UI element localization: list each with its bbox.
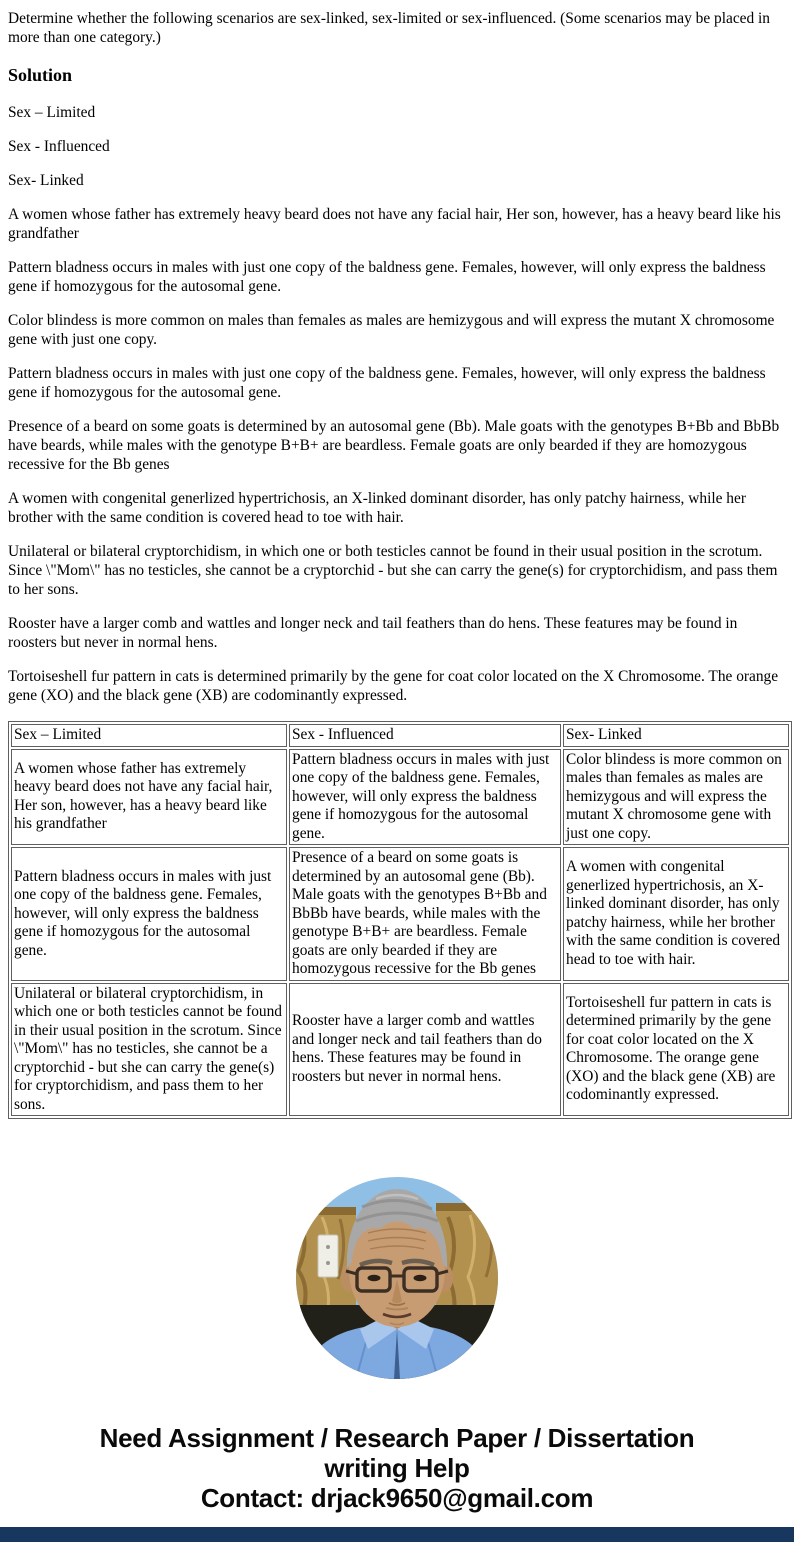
help-banner [8, 1423, 786, 1513]
bottom-accent-bar [0, 1527, 794, 1542]
table-row [11, 983, 789, 1117]
table-header-sex-linked: Sex- Linked [563, 724, 789, 747]
table-cell-linked-hypertrichosis: A women with congenital generlized hypertrichosis, an X-linked dominant disorder, has only patchy hairness, while her brother with the same condition is covered head to toe with hair. [563, 847, 789, 981]
scenario-beard-grandfather: A women whose father has extremely heavy beard does not have any facial hair, Her son, however, has a heavy beard like his grandfather [8, 206, 781, 242]
table-cell-limited-baldness: Pattern bladness occurs in males with just one copy of the baldness gene. Females, however, will only express the baldness gene if homozygous for the autosomal gene. [11, 847, 287, 981]
tutor-avatar [8, 1177, 786, 1379]
table-cell-limited-cryptorchidism: Unilateral or bilateral cryptorchidism, in which one or both testicles cannot be found in their usual position in the scrotum. Since \"Mom\" has no testicles, she cannot be a cryptorchid - but she can carry the gene(s) for cryptorchidism, and pass them to her sons. [11, 983, 287, 1117]
table-cell-linked-colorblind: Color blindess is more common on males than females as males are hemizygous and will express the mutant X chromosome gene with just one copy. [563, 749, 789, 846]
scenario-cryptorchidism: Unilateral or bilateral cryptorchidism, in which one or both testicles cannot be found in their usual position in the scrotum. Since \"Mom\" has no testicles, she cannot be a cryptorchid - but she can carry the gene(s) for cryptorchidism, and pass them to her sons. [8, 543, 778, 598]
table-cell-influenced-rooster: Rooster have a larger comb and wattles and longer neck and tail feathers than do hens. These features may be found in roosters but never in normal hens. [289, 983, 561, 1117]
scenario-pattern-baldness-2: Pattern bladness occurs in males with just one copy of the baldness gene. Females, however, will only express the baldness gene if homozygous for the autosomal gene. [8, 365, 766, 401]
table-cell-limited-beard: A women whose father has extremely heavy beard does not have any facial hair, Her son, however, has a heavy beard like his grandfather [11, 749, 287, 846]
tutor-photo-illustration [296, 1177, 498, 1379]
scenario-tortoiseshell: Tortoiseshell fur pattern in cats is determined primarily by the gene for coat color located on the X Chromosome. The orange gene (XO) and the black gene (XB) are codominantly expressed. [8, 668, 779, 704]
table-row [11, 847, 789, 981]
table-header-row [11, 724, 789, 747]
category-sex-linked: Sex- Linked [8, 172, 84, 189]
category-sex-limited: Sex – Limited [8, 104, 96, 121]
table-cell-linked-tortoiseshell: Tortoiseshell fur pattern in cats is determined primarily by the gene for coat color located on the X Chromosome. The orange gene (XO) and the black gene (XB) are codominantly expressed. [563, 983, 789, 1117]
classification-table [8, 721, 792, 1119]
help-banner-line-1: Need Assignment / Research Paper / Dissertation [99, 1423, 695, 1453]
scenario-goat-beard: Presence of a beard on some goats is determined by an autosomal gene (Bb). Male goats with the genotypes B+Bb and BbBb have beards, while males with the genotype B+B+ are beardless. Female goats are only bearded if they are homozygous recessive for the Bb genes [8, 418, 780, 473]
category-sex-influenced: Sex - Influenced [8, 138, 110, 155]
table-header-sex-influenced: Sex - Influenced [289, 724, 561, 747]
table-cell-influenced-baldness: Pattern bladness occurs in males with just one copy of the baldness gene. Females, however, will only express the baldness gene if homozygous for the autosomal gene. [289, 749, 561, 846]
solution-heading: Solution [8, 65, 73, 85]
table-cell-influenced-goats: Presence of a beard on some goats is determined by an autosomal gene (Bb). Male goats with the genotypes B+Bb and BbBb have beards, while males with the genotype B+B+ are beardless. Female goats are only bearded if they are homozygous recessive for the Bb genes [289, 847, 561, 981]
table-row [11, 749, 789, 846]
contact-email-line: Contact: drjack9650@gmail.com [200, 1483, 594, 1513]
intro-paragraph: Determine whether the following scenarios are sex-linked, sex-limited or sex-influenced. (Some scenarios may be placed in more than one category.) [8, 10, 771, 46]
scenario-color-blindness: Color blindess is more common on males than females as males are hemizygous and will express the mutant X chromosome gene with just one copy. [8, 312, 775, 348]
scenario-rooster: Rooster have a larger comb and wattles and longer neck and tail feathers than do hens. These features may be found in roosters but never in normal hens. [8, 615, 738, 651]
scenario-pattern-baldness-1: Pattern bladness occurs in males with just one copy of the baldness gene. Females, however, will only express the baldness gene if homozygous for the autosomal gene. [8, 259, 766, 295]
help-banner-line-2: writing Help [324, 1453, 470, 1483]
scenario-hypertrichosis: A women with congenital generlized hypertrichosis, an X-linked dominant disorder, has only patchy hairness, while her brother with the same condition is covered head to toe with hair. [8, 490, 746, 526]
table-header-sex-limited: Sex – Limited [11, 724, 287, 747]
